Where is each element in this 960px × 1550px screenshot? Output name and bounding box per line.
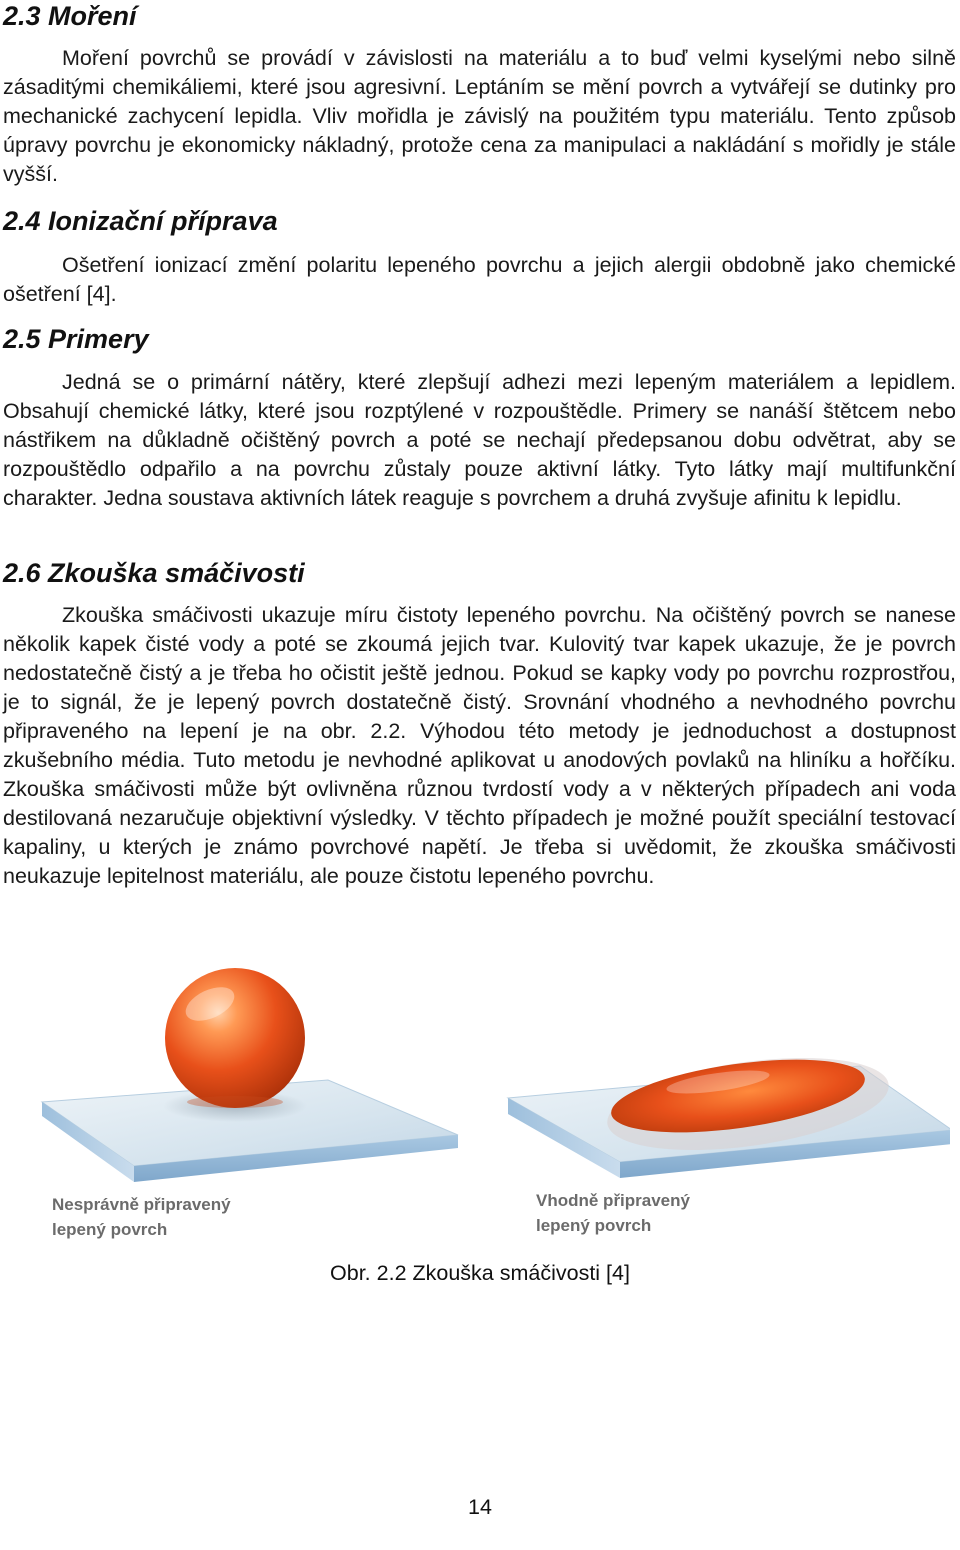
section-heading-2-5: 2.5 Primery bbox=[3, 324, 149, 354]
section-2-5-paragraph: Jedná se o primární nátěry, které zlepšují adhezi mezi lepeným materiálem a lepidlem. Obsahují chemické látky, které jsou rozptýlené v rozpouštědle. Primery se nanáší štětcem nebo nástřikem na důkladně očištěný povrch a poté se nechají předepsanou dobu odvětrat, aby se rozpouštědlo odpařilo a na povrchu zůstaly pouze aktivní látky. Tyto látky mají multifunkční charakter. Jedna soustava aktivních látek reaguje s povrchem a druhá zvyšuje afinitu k lepidlu. bbox=[3, 370, 956, 510]
section-2-4-paragraph: Ošetření ionizací změní polaritu lepeného povrchu a jejich alergii obdobně jako chemické ošetření [4]. bbox=[3, 253, 956, 306]
section-2-6-paragraph: Zkouška smáčivosti ukazuje míru čistoty lepeného povrchu. Na očištěný povrch se nanese několik kapek čisté vody a poté se zkoumá jejich tvar. Kulovitý tvar kapek ukazuje, že je povrch nedostatečně čistý a je třeba ho očistit ještě jednou. Pokud se kapky vody po povrchu rozprostřou, je to signál, že je lepený povrch dostatečně čistý. Srovnání vhodného a nevhodného povrchu připraveného na lepení je na obr. 2.2. Výhodou této metody je jednoduchost a dostupnost zkušebního média. Tuto metodu je nevhodné aplikovat u anodových povlaků na hliníku a hořčíku. Zkouška smáčivosti může být ovlivněna různou tvrdostí vody a v některých případech ani voda destilovaná nezaručuje objektivní výsledky. V těchto případech je možné použít speciální testovací kapaliny, u kterých je známo povrchové napětí. Je třeba si uvědomit, že zkouška smáčivosti neukazuje lepitelnost materiálu, ale pouze čistotu lepeného povrchu. bbox=[3, 603, 956, 888]
left-figure-label: Nesprávně připravený lepený povrch bbox=[52, 1195, 231, 1239]
spherical-drop-icon bbox=[165, 968, 305, 1108]
section-heading-2-6: 2.6 Zkouška smáčivosti bbox=[3, 558, 305, 588]
figure-caption: Obr. 2.2 Zkouška smáčivosti [4] bbox=[330, 1261, 630, 1285]
section-heading-2-4: 2.4 Ionizační příprava bbox=[3, 206, 278, 236]
section-heading-2-3: 2.3 Moření bbox=[3, 1, 137, 31]
section-2-3-paragraph: Moření povrchů se provádí v závislosti na materiálu a to buď velmi kyselými nebo silně zásaditými chemikáliemi, které jsou agresivní. Leptáním se mění povrch a vytvářejí se dutinky pro mechanické zachycení lepidla. Vliv mořidla je závislý na použitém typu materiálu. Tento způsob úpravy povrchu je ekonomicky nákladný, protože cena za manipulaci a nakládání s mořidly je stále vyšší. bbox=[3, 46, 956, 186]
right-figure-label: Vhodně připravený lepený povrch bbox=[536, 1191, 690, 1235]
wettability-figure bbox=[30, 930, 950, 1250]
page-number: 14 bbox=[468, 1495, 492, 1519]
